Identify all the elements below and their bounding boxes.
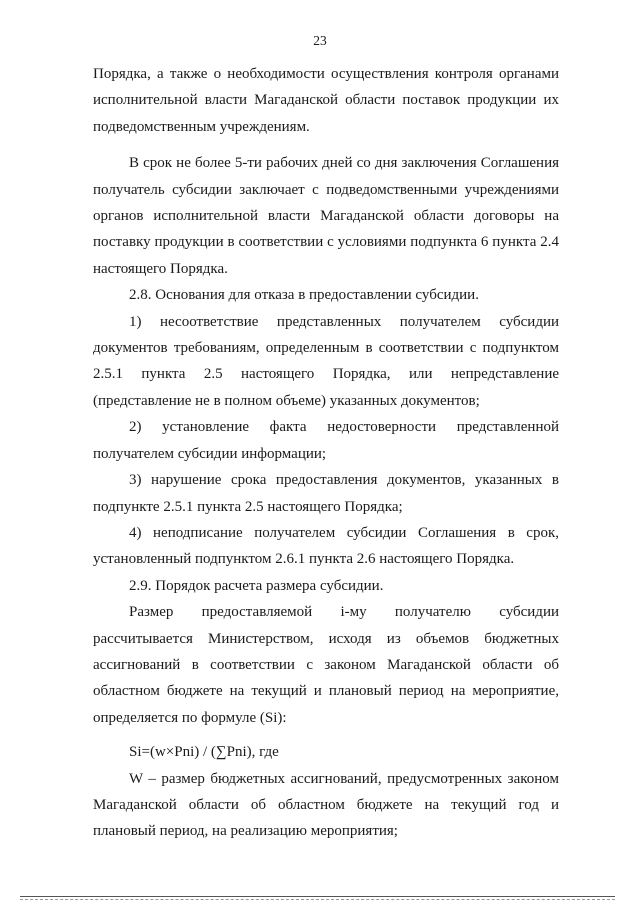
section-heading-2-8: 2.8. Основания для отказа в предоставлении субсидии. — [129, 287, 479, 304]
paragraph-contract-deadline: В срок не более 5-ти рабочих дней со дня заключения Соглашения получатель субсидии заключает с подведомственными учреждениями органов исполнительной власти Магаданской области договоры на поставку продукции в соответствии с условиями подпункта 6 пункта 2.4 настоящего Порядка. — [93, 155, 559, 277]
list-item-3: 3) нарушение срока предоставления документов, указанных в подпункте 2.5.1 пункта 2.5 настоящего Порядка; — [93, 472, 559, 515]
document-body — [93, 61, 559, 845]
paragraph-calculation: Размер предоставляемой i-му получателю субсидии рассчитывается Министерством, исходя из объемов бюджетных ассигнований в соответствии с законом Магаданской области об областном бюджете на текущий и плановый период на мероприятие, определяется по формуле (Si): — [93, 604, 559, 726]
list-item-2: 2) установление факта недостоверности представленной получателем субсидии информации; — [93, 419, 559, 462]
section-heading-2-9: 2.9. Порядок расчета размера субсидии. — [129, 577, 384, 594]
formula: Si=(w×Pni) / (∑Pni), где — [129, 744, 279, 761]
footer-divider-secondary — [20, 899, 615, 900]
paragraph-continuation: Порядка, а также о необходимости осуществления контроля органами исполнительной власти Магаданской области поставок продукции их подведомственным учреждениям. — [93, 66, 559, 135]
list-item-4: 4) неподписание получателем субсидии Соглашения в срок, установленный подпунктом 2.6.1 пункта 2.6 настоящего Порядка. — [93, 524, 559, 568]
paragraph-definition-w: W – размер бюджетных ассигнований, предусмотренных законом Магаданской области об областном бюджете на текущий год и плановый период, на реализацию мероприятия; — [93, 770, 559, 840]
footer-divider — [20, 896, 615, 897]
page-number: 23 — [313, 33, 327, 48]
list-item-1: 1) несоответствие представленных получателем субсидии документов требованиям, определенным в соответствии с подпунктом 2.5.1 пункта 2.5 настоящего Порядка, или непредставление (представление не в полном объеме) указанных документов; — [93, 313, 559, 409]
